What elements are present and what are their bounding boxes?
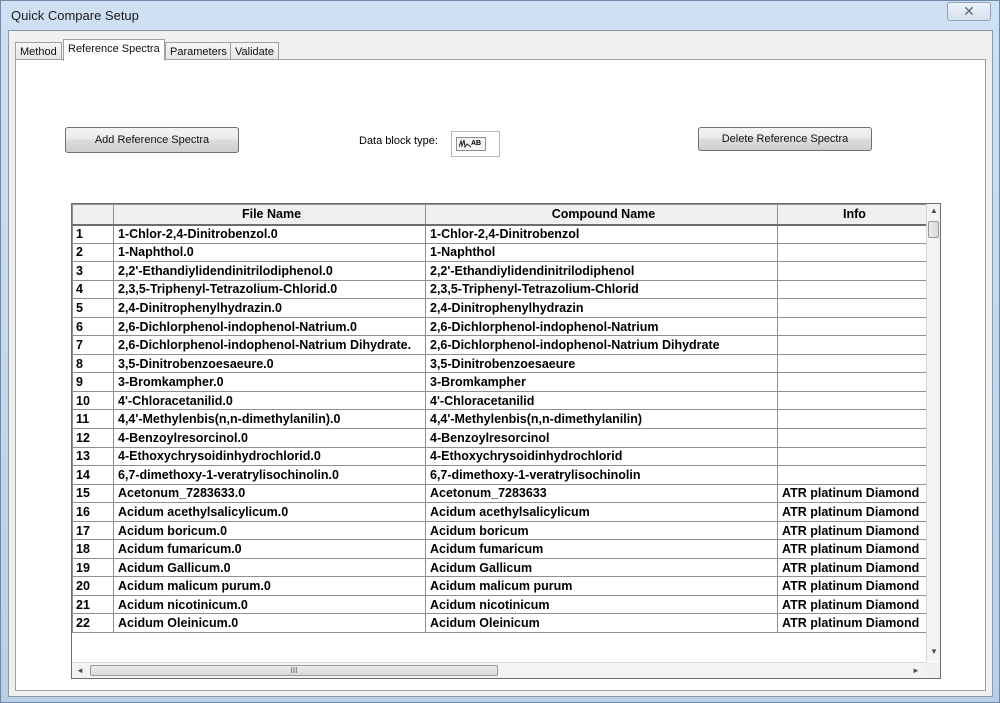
compound-name-header[interactable]: Compound Name bbox=[426, 205, 778, 225]
file-name-cell[interactable]: 1-Naphthol.0 bbox=[114, 243, 426, 262]
info-cell[interactable] bbox=[778, 354, 928, 373]
file-name-cell[interactable]: 2,4-Dinitrophenylhydrazin.0 bbox=[114, 299, 426, 318]
compound-name-cell[interactable]: 4-Benzoylresorcinol bbox=[426, 429, 778, 448]
file-name-cell[interactable]: 2,2'-Ethandiylidendinitrilodiphenol.0 bbox=[114, 262, 426, 281]
data-block-type-selector[interactable] bbox=[451, 131, 500, 157]
tab-validate[interactable]: Validate bbox=[230, 42, 279, 60]
file-name-cell[interactable]: 3-Bromkampher.0 bbox=[114, 373, 426, 392]
compound-name-cell[interactable]: 4-Ethoxychrysoidinhydrochlorid bbox=[426, 447, 778, 466]
spectrum-glyph bbox=[459, 139, 471, 148]
ab-spectrum-icon bbox=[456, 137, 486, 151]
file-name-cell[interactable]: Acidum Oleinicum.0 bbox=[114, 614, 426, 633]
scroll-down-icon[interactable]: ▼ bbox=[930, 647, 938, 656]
table-row[interactable] bbox=[73, 317, 928, 336]
info-cell[interactable]: ATR platinum Diamond bbox=[778, 577, 928, 596]
table-row[interactable] bbox=[73, 336, 928, 355]
row-number-cell[interactable]: 20 bbox=[73, 577, 114, 596]
row-number-cell[interactable]: 13 bbox=[73, 447, 114, 466]
row-number-cell[interactable]: 7 bbox=[73, 336, 114, 355]
info-cell[interactable] bbox=[778, 447, 928, 466]
row-number-header[interactable] bbox=[73, 205, 114, 225]
info-cell[interactable]: ATR platinum Diamond bbox=[778, 558, 928, 577]
info-cell[interactable] bbox=[778, 391, 928, 410]
row-number-cell[interactable]: 8 bbox=[73, 354, 114, 373]
add-reference-spectra-button[interactable]: Add Reference Spectra bbox=[65, 127, 239, 153]
table-row[interactable] bbox=[73, 540, 928, 559]
compound-name-cell[interactable]: 2,6-Dichlorphenol-indophenol-Natrium bbox=[426, 317, 778, 336]
reference-spectra-panel bbox=[15, 59, 986, 691]
info-cell[interactable]: ATR platinum Diamond bbox=[778, 521, 928, 540]
file-name-cell[interactable]: Acetonum_7283633.0 bbox=[114, 484, 426, 503]
info-cell[interactable] bbox=[778, 317, 928, 336]
compound-name-cell[interactable]: 6,7-dimethoxy-1-veratrylisochinolin bbox=[426, 466, 778, 485]
file-name-cell[interactable]: 6,7-dimethoxy-1-veratrylisochinolin.0 bbox=[114, 466, 426, 485]
table-row[interactable] bbox=[73, 373, 928, 392]
row-number-cell[interactable]: 15 bbox=[73, 484, 114, 503]
file-name-cell[interactable]: Acidum nicotinicum.0 bbox=[114, 595, 426, 614]
compound-name-cell[interactable]: 2,3,5-Triphenyl-Tetrazolium-Chlorid bbox=[426, 280, 778, 299]
info-cell[interactable] bbox=[778, 373, 928, 392]
row-number-cell[interactable]: 12 bbox=[73, 429, 114, 448]
file-name-cell[interactable]: Acidum Gallicum.0 bbox=[114, 558, 426, 577]
info-cell[interactable] bbox=[778, 243, 928, 262]
delete-reference-spectra-button[interactable]: Delete Reference Spectra bbox=[698, 127, 872, 151]
compound-name-cell[interactable]: Acidum Gallicum bbox=[426, 558, 778, 577]
vertical-scrollbar[interactable] bbox=[926, 204, 941, 661]
row-number-cell[interactable]: 16 bbox=[73, 503, 114, 522]
file-name-cell[interactable]: 2,6-Dichlorphenol-indophenol-Natrium.0 bbox=[114, 317, 426, 336]
row-number-cell[interactable]: 4 bbox=[73, 280, 114, 299]
info-cell[interactable]: ATR platinum Diamond bbox=[778, 503, 928, 522]
row-number-cell[interactable]: 10 bbox=[73, 391, 114, 410]
file-name-cell[interactable]: Acidum acethylsalicylicum.0 bbox=[114, 503, 426, 522]
row-number-cell[interactable]: 18 bbox=[73, 540, 114, 559]
table-row[interactable] bbox=[73, 558, 928, 577]
scrollbar-corner bbox=[926, 662, 940, 678]
compound-name-cell[interactable]: 2,2'-Ethandiylidendinitrilodiphenol bbox=[426, 262, 778, 281]
data-block-type-label: Data block type: bbox=[359, 135, 438, 147]
row-number-cell[interactable]: 3 bbox=[73, 262, 114, 281]
table-row[interactable] bbox=[73, 595, 928, 614]
file-name-cell[interactable]: Acidum fumaricum.0 bbox=[114, 540, 426, 559]
table-row[interactable] bbox=[73, 299, 928, 318]
title-bar[interactable] bbox=[1, 1, 999, 29]
close-button[interactable]: ✕ bbox=[947, 2, 991, 21]
table-row[interactable] bbox=[73, 262, 928, 281]
table-row[interactable] bbox=[73, 521, 928, 540]
compound-name-cell[interactable]: 2,4-Dinitrophenylhydrazin bbox=[426, 299, 778, 318]
info-cell[interactable] bbox=[778, 466, 928, 485]
window-title: Quick Compare Setup bbox=[11, 8, 139, 23]
compound-name-cell[interactable]: 4'-Chloracetanilid bbox=[426, 391, 778, 410]
row-number-cell[interactable]: 17 bbox=[73, 521, 114, 540]
table-row[interactable] bbox=[73, 410, 928, 429]
table-row[interactable] bbox=[73, 577, 928, 596]
table-row[interactable] bbox=[73, 484, 928, 503]
file-name-cell[interactable]: 4,4'-Methylenbis(n,n-dimethylanilin).0 bbox=[114, 410, 426, 429]
compound-name-cell[interactable]: 3-Bromkampher bbox=[426, 373, 778, 392]
row-number-cell[interactable]: 1 bbox=[73, 225, 114, 244]
file-name-cell[interactable]: Acidum malicum purum.0 bbox=[114, 577, 426, 596]
row-number-cell[interactable]: 6 bbox=[73, 317, 114, 336]
info-cell[interactable] bbox=[778, 262, 928, 281]
table-row[interactable] bbox=[73, 429, 928, 448]
compound-name-cell[interactable]: Acetonum_7283633 bbox=[426, 484, 778, 503]
file-name-cell[interactable]: 2,6-Dichlorphenol-indophenol-Natrium Dihydrate. bbox=[114, 336, 426, 355]
header-row bbox=[73, 205, 928, 225]
client-area bbox=[8, 30, 993, 697]
info-cell[interactable]: ATR platinum Diamond bbox=[778, 484, 928, 503]
row-number-cell[interactable]: 5 bbox=[73, 299, 114, 318]
scroll-up-icon[interactable]: ▲ bbox=[930, 206, 938, 215]
info-cell[interactable]: ATR platinum Diamond bbox=[778, 614, 928, 633]
tab-parameters[interactable]: Parameters bbox=[165, 42, 232, 60]
file-name-cell[interactable]: 4'-Chloracetanilid.0 bbox=[114, 391, 426, 410]
table-row[interactable] bbox=[73, 280, 928, 299]
info-header[interactable]: Info bbox=[778, 205, 928, 225]
file-name-cell[interactable]: 3,5-Dinitrobenzoesaeure.0 bbox=[114, 354, 426, 373]
spectra-table bbox=[72, 204, 928, 633]
file-name-cell[interactable]: Acidum boricum.0 bbox=[114, 521, 426, 540]
row-number-cell[interactable]: 19 bbox=[73, 558, 114, 577]
info-cell[interactable] bbox=[778, 410, 928, 429]
row-number-cell[interactable]: 11 bbox=[73, 410, 114, 429]
row-number-cell[interactable]: 2 bbox=[73, 243, 114, 262]
compound-name-cell[interactable]: Acidum boricum bbox=[426, 521, 778, 540]
horizontal-scrollbar[interactable] bbox=[72, 662, 926, 679]
file-name-cell[interactable]: 4-Ethoxychrysoidinhydrochlorid.0 bbox=[114, 447, 426, 466]
info-cell[interactable] bbox=[778, 429, 928, 448]
scroll-left-icon[interactable]: ◄ bbox=[76, 666, 84, 675]
scroll-right-icon[interactable]: ► bbox=[912, 666, 920, 675]
row-number-cell[interactable]: 14 bbox=[73, 466, 114, 485]
table-row[interactable] bbox=[73, 503, 928, 522]
file-name-header[interactable]: File Name bbox=[114, 205, 426, 225]
tab-method[interactable]: Method bbox=[15, 42, 62, 60]
compound-name-cell[interactable]: Acidum nicotinicum bbox=[426, 595, 778, 614]
compound-name-cell[interactable]: Acidum acethylsalicylicum bbox=[426, 503, 778, 522]
info-cell[interactable] bbox=[778, 225, 928, 244]
compound-name-cell[interactable]: Acidum fumaricum bbox=[426, 540, 778, 559]
table-row[interactable] bbox=[73, 614, 928, 633]
compound-name-cell[interactable]: 4,4'-Methylenbis(n,n-dimethylanilin) bbox=[426, 410, 778, 429]
info-cell[interactable] bbox=[778, 299, 928, 318]
compound-name-cell[interactable]: 3,5-Dinitrobenzoesaeure bbox=[426, 354, 778, 373]
table-row[interactable] bbox=[73, 466, 928, 485]
compound-name-cell[interactable]: 1-Chlor-2,4-Dinitrobenzol bbox=[426, 225, 778, 244]
tab-reference-spectra[interactable]: Reference Spectra bbox=[63, 39, 165, 61]
compound-name-cell[interactable]: 2,6-Dichlorphenol-indophenol-Natrium Dihydrate bbox=[426, 336, 778, 355]
info-cell[interactable]: ATR platinum Diamond bbox=[778, 595, 928, 614]
row-number-cell[interactable]: 22 bbox=[73, 614, 114, 633]
compound-name-cell[interactable]: Acidum malicum purum bbox=[426, 577, 778, 596]
file-name-cell[interactable]: 2,3,5-Triphenyl-Tetrazolium-Chlorid.0 bbox=[114, 280, 426, 299]
info-cell[interactable]: ATR platinum Diamond bbox=[778, 540, 928, 559]
file-name-cell[interactable]: 4-Benzoylresorcinol.0 bbox=[114, 429, 426, 448]
table-row[interactable] bbox=[73, 354, 928, 373]
reference-spectra-grid bbox=[71, 203, 941, 679]
info-cell[interactable] bbox=[778, 336, 928, 355]
info-cell[interactable] bbox=[778, 280, 928, 299]
row-number-cell[interactable]: 9 bbox=[73, 373, 114, 392]
table-row[interactable] bbox=[73, 225, 928, 244]
vertical-scroll-thumb[interactable] bbox=[928, 221, 939, 238]
compound-name-cell[interactable]: 1-Naphthol bbox=[426, 243, 778, 262]
table-row[interactable] bbox=[73, 243, 928, 262]
table-row[interactable] bbox=[73, 447, 928, 466]
file-name-cell[interactable]: 1-Chlor-2,4-Dinitrobenzol.0 bbox=[114, 225, 426, 244]
compound-name-cell[interactable]: Acidum Oleinicum bbox=[426, 614, 778, 633]
ab-text: AB bbox=[471, 140, 482, 147]
horizontal-scroll-thumb[interactable]: III bbox=[90, 665, 498, 676]
table-row[interactable] bbox=[73, 391, 928, 410]
row-number-cell[interactable]: 21 bbox=[73, 595, 114, 614]
